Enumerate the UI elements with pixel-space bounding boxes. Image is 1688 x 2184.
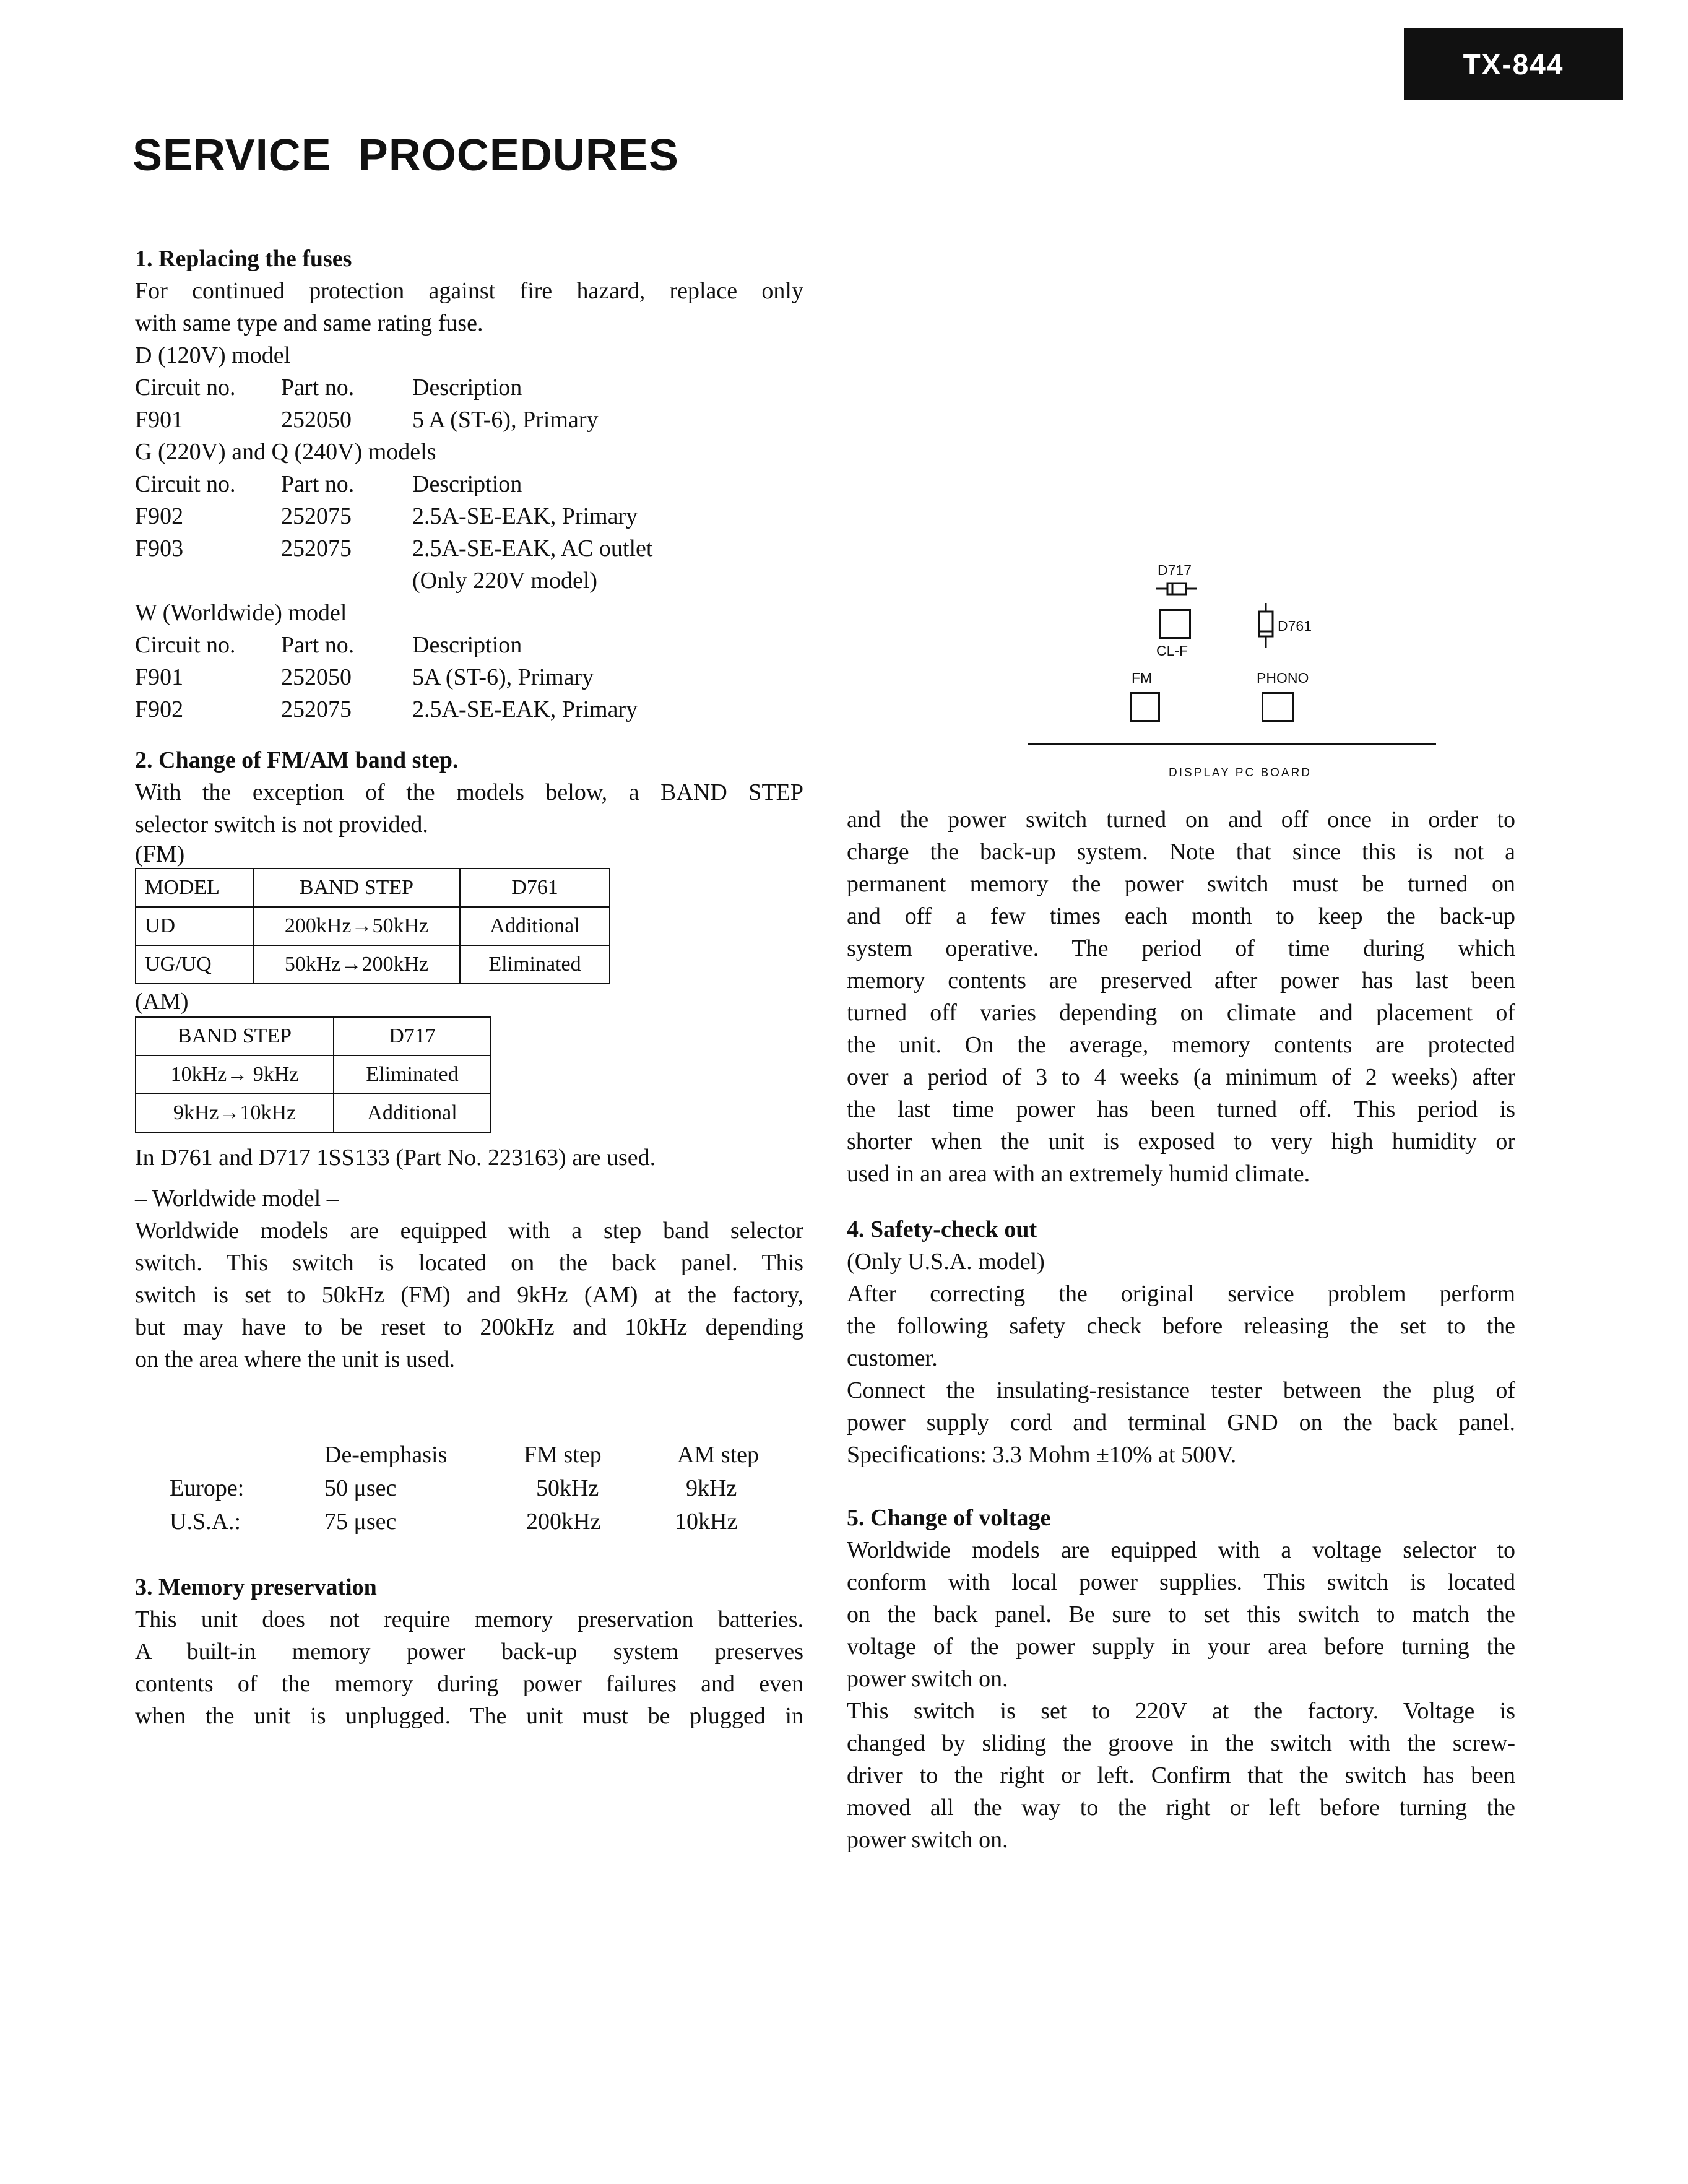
- d761-diode-icon: [1257, 602, 1275, 649]
- section-heading: 1. Replacing the fuses: [135, 246, 352, 272]
- table-header-row: [136, 869, 610, 907]
- fm-label: FM: [1132, 670, 1153, 686]
- part-no: 252050: [281, 407, 352, 433]
- d717-label: D717: [1158, 562, 1192, 578]
- circuit-no: F902: [135, 503, 184, 529]
- table-header-cell: D717: [334, 1017, 491, 1055]
- section-heading: 4. Safety-check out: [847, 1216, 1037, 1242]
- page-title: SERVICE PROCEDURES: [132, 131, 679, 180]
- table-cell: Eliminated: [334, 1055, 491, 1094]
- table-cell: 10kHz→ 9kHz: [136, 1055, 334, 1094]
- fuse-table-header: [135, 629, 803, 661]
- table-row: [136, 945, 610, 984]
- part-no: 252075: [281, 535, 352, 561]
- paragraph-line: switch. This switch is located on the back panel. This: [135, 1250, 803, 1276]
- de-emphasis-table: [135, 1441, 803, 1540]
- phono-label: PHONO: [1257, 670, 1309, 686]
- section-heading: 5. Change of voltage: [847, 1505, 1051, 1531]
- region-label: U.S.A.:: [170, 1509, 241, 1535]
- paragraph-line: and the power switch turned on and off once in order to: [847, 807, 1515, 833]
- paragraph-line: memory contents are preserved after power has last been: [847, 968, 1515, 994]
- column-header: Circuit no.: [135, 375, 236, 401]
- section-subheading: (Only U.S.A. model): [847, 1249, 1045, 1275]
- board-edge-line: [1028, 743, 1436, 745]
- diode-note: In D761 and D717 1SS133 (Part No. 223163) are used.: [135, 1145, 656, 1171]
- table-cell: 75 μsec: [324, 1509, 397, 1535]
- paragraph-line: but may have to be reset to 200kHz and 10kHz depending: [135, 1314, 803, 1340]
- section-memory-preservation: [135, 1571, 803, 1732]
- table-cell: 9kHz: [686, 1475, 737, 1501]
- section-replacing-fuses: [135, 243, 803, 726]
- table-cell: 50kHz: [536, 1475, 599, 1501]
- d717-diode-icon: [1155, 579, 1198, 598]
- paragraph-line: charge the back-up system. Note that since this is not a: [847, 839, 1515, 865]
- paragraph-line: With the exception of the models below, a BAND STEP: [135, 779, 803, 805]
- fuse-note-row: [135, 565, 803, 597]
- paragraph-line: and off a few times each month to keep the back-up: [847, 903, 1515, 929]
- model-label: D (120V) model: [135, 342, 291, 368]
- table-header-cell: MODEL: [136, 869, 253, 907]
- paragraph-line: the last time power has been turned off. This period is: [847, 1096, 1515, 1122]
- table-header-cell: BAND STEP: [136, 1017, 334, 1055]
- column-header: Description: [412, 471, 522, 497]
- description: 2.5A-SE-EAK, Primary: [412, 503, 638, 529]
- paragraph-line: with same type and same rating fuse.: [135, 310, 483, 336]
- description: 2.5A-SE-EAK, AC outlet: [412, 535, 653, 561]
- cl-f-square-icon: [1159, 609, 1191, 639]
- am-label: (AM): [135, 989, 189, 1015]
- paragraph-line: selector switch is not provided.: [135, 812, 428, 838]
- table-cell: Additional: [334, 1094, 491, 1132]
- part-no: 252075: [281, 696, 352, 722]
- paragraph-line: the unit. On the average, memory contents are protected: [847, 1032, 1515, 1058]
- paragraph-line: permanent memory the power switch must be turned on: [847, 871, 1515, 897]
- fuse-row: [135, 532, 803, 565]
- fuse-table-header: [135, 468, 803, 500]
- paragraph-line: This switch is set to 220V at the factory. Voltage is: [847, 1698, 1515, 1724]
- column-header: AM step: [677, 1442, 759, 1468]
- table-cell: UD: [136, 907, 253, 945]
- table-row: [136, 907, 610, 945]
- diagram-caption: DISPLAY PC BOARD: [1169, 766, 1312, 779]
- worldwide-subtitle: – Worldwide model –: [135, 1185, 339, 1211]
- description: 2.5A-SE-EAK, Primary: [412, 696, 638, 722]
- table-cell: Additional: [460, 907, 610, 945]
- fuse-row: [135, 693, 803, 726]
- table-header-cell: BAND STEP: [253, 869, 460, 907]
- column-header: Part no.: [281, 471, 355, 497]
- paragraph-line: After correcting the original service problem perform: [847, 1281, 1515, 1307]
- section-heading: 3. Memory preservation: [135, 1574, 377, 1600]
- circuit-no: F903: [135, 535, 184, 561]
- paragraph-line: on the area where the unit is used.: [135, 1346, 456, 1372]
- column-header: Description: [412, 632, 522, 658]
- section-band-step: [135, 744, 803, 1376]
- model-number: TX-844: [1463, 48, 1564, 80]
- column-header: Circuit no.: [135, 632, 236, 658]
- paragraph-line: turned off varies depending on climate and placement of: [847, 1000, 1515, 1026]
- circuit-no: F901: [135, 664, 184, 690]
- circuit-no: F902: [135, 696, 184, 722]
- paragraph-line: changed by sliding the groove in the switch with the screw-: [847, 1730, 1515, 1756]
- fuse-row: [135, 404, 803, 436]
- table-row: [136, 1094, 491, 1132]
- d761-label: D761: [1278, 618, 1312, 634]
- column-header: FM step: [524, 1442, 602, 1468]
- table-cell: 200kHz: [526, 1509, 601, 1535]
- paragraph-line: This unit does not require memory preservation batteries.: [135, 1606, 803, 1632]
- fm-label: (FM): [135, 841, 185, 867]
- table-header-row: [136, 1017, 491, 1055]
- description: 5A (ST-6), Primary: [412, 664, 594, 690]
- paragraph-line: the following safety check before releasing the set to the: [847, 1313, 1515, 1339]
- table-cell: 50 μsec: [324, 1475, 397, 1501]
- paragraph-line: power switch on.: [847, 1827, 1008, 1853]
- part-no: 252050: [281, 664, 352, 690]
- fuse-table-header: [135, 371, 803, 404]
- column-header: Part no.: [281, 632, 355, 658]
- section-change-voltage: [847, 1502, 1515, 1856]
- paragraph-line: power switch on.: [847, 1666, 1008, 1692]
- table-cell: Eliminated: [460, 945, 610, 984]
- paragraph-line: contents of the memory during power failures and even: [135, 1671, 803, 1697]
- region-label: Europe:: [170, 1475, 245, 1501]
- model-label: W (Worldwide) model: [135, 600, 347, 626]
- fm-square-icon: [1130, 692, 1160, 722]
- paragraph-line: when the unit is unplugged. The unit must be plugged in: [135, 1703, 803, 1729]
- table-cell: 200kHz→50kHz: [253, 907, 460, 945]
- paragraph-line: customer.: [847, 1345, 938, 1371]
- description: 5 A (ST-6), Primary: [412, 407, 599, 433]
- paragraph-line: Connect the insulating-resistance tester between the plug of: [847, 1377, 1515, 1403]
- circuit-no: F901: [135, 407, 184, 433]
- cl-f-label: CL-F: [1156, 643, 1188, 659]
- paragraph-line: A built-in memory power back-up system preserves: [135, 1639, 803, 1665]
- paragraph-line: conform with local power supplies. This switch is located: [847, 1569, 1515, 1595]
- table-row: [136, 1055, 491, 1094]
- paragraph-line: Worldwide models are equipped with a step band selector: [135, 1218, 803, 1244]
- fuse-row: [135, 500, 803, 532]
- part-no: 252075: [281, 503, 352, 529]
- paragraph-line: Worldwide models are equipped with a voltage selector to: [847, 1537, 1515, 1563]
- column-header: De-emphasis: [324, 1442, 448, 1468]
- fm-band-step-table: [135, 868, 610, 984]
- paragraph-line: power supply cord and terminal GND on the back panel.: [847, 1410, 1515, 1436]
- paragraph-line: over a period of 3 to 4 weeks (a minimum of 2 weeks) after: [847, 1064, 1515, 1090]
- table-header-cell: D761: [460, 869, 610, 907]
- fuse-row: [135, 661, 803, 693]
- paragraph-line: used in an area with an extremely humid climate.: [847, 1161, 1310, 1187]
- table-cell: UG/UQ: [136, 945, 253, 984]
- section-heading: 2. Change of FM/AM band step.: [135, 747, 459, 773]
- paragraph-line: moved all the way to the right or left before turning the: [847, 1795, 1515, 1821]
- model-label: G (220V) and Q (240V) models: [135, 439, 436, 465]
- paragraph-line: switch is set to 50kHz (FM) and 9kHz (AM) at the factory,: [135, 1282, 803, 1308]
- fuse-note: (Only 220V model): [412, 568, 598, 594]
- section-memory-continued: [847, 804, 1515, 1190]
- table-cell: 9kHz→10kHz: [136, 1094, 334, 1132]
- section-safety-check: [847, 1213, 1515, 1471]
- table-cell: 50kHz→200kHz: [253, 945, 460, 984]
- paragraph-line: For continued protection against fire hazard, replace only: [135, 278, 803, 304]
- paragraph-line: voltage of the power supply in your area before turning the: [847, 1634, 1515, 1660]
- specification-line: Specifications: 3.3 Mohm ±10% at 500V.: [847, 1442, 1237, 1468]
- paragraph-line: on the back panel. Be sure to set this switch to match the: [847, 1601, 1515, 1627]
- paragraph-line: system operative. The period of time during which: [847, 935, 1515, 961]
- column-header: Description: [412, 375, 522, 401]
- model-number-tag: [1404, 28, 1623, 100]
- display-pc-board-diagram: [1028, 545, 1448, 792]
- phono-square-icon: [1262, 692, 1294, 722]
- paragraph-line: driver to the right or left. Confirm that the switch has been: [847, 1762, 1515, 1788]
- table-cell: 10kHz: [675, 1509, 738, 1535]
- am-band-step-table: [135, 1016, 491, 1133]
- column-header: Circuit no.: [135, 471, 236, 497]
- column-header: Part no.: [281, 375, 355, 401]
- paragraph-line: shorter when the unit is exposed to very high humidity or: [847, 1129, 1515, 1155]
